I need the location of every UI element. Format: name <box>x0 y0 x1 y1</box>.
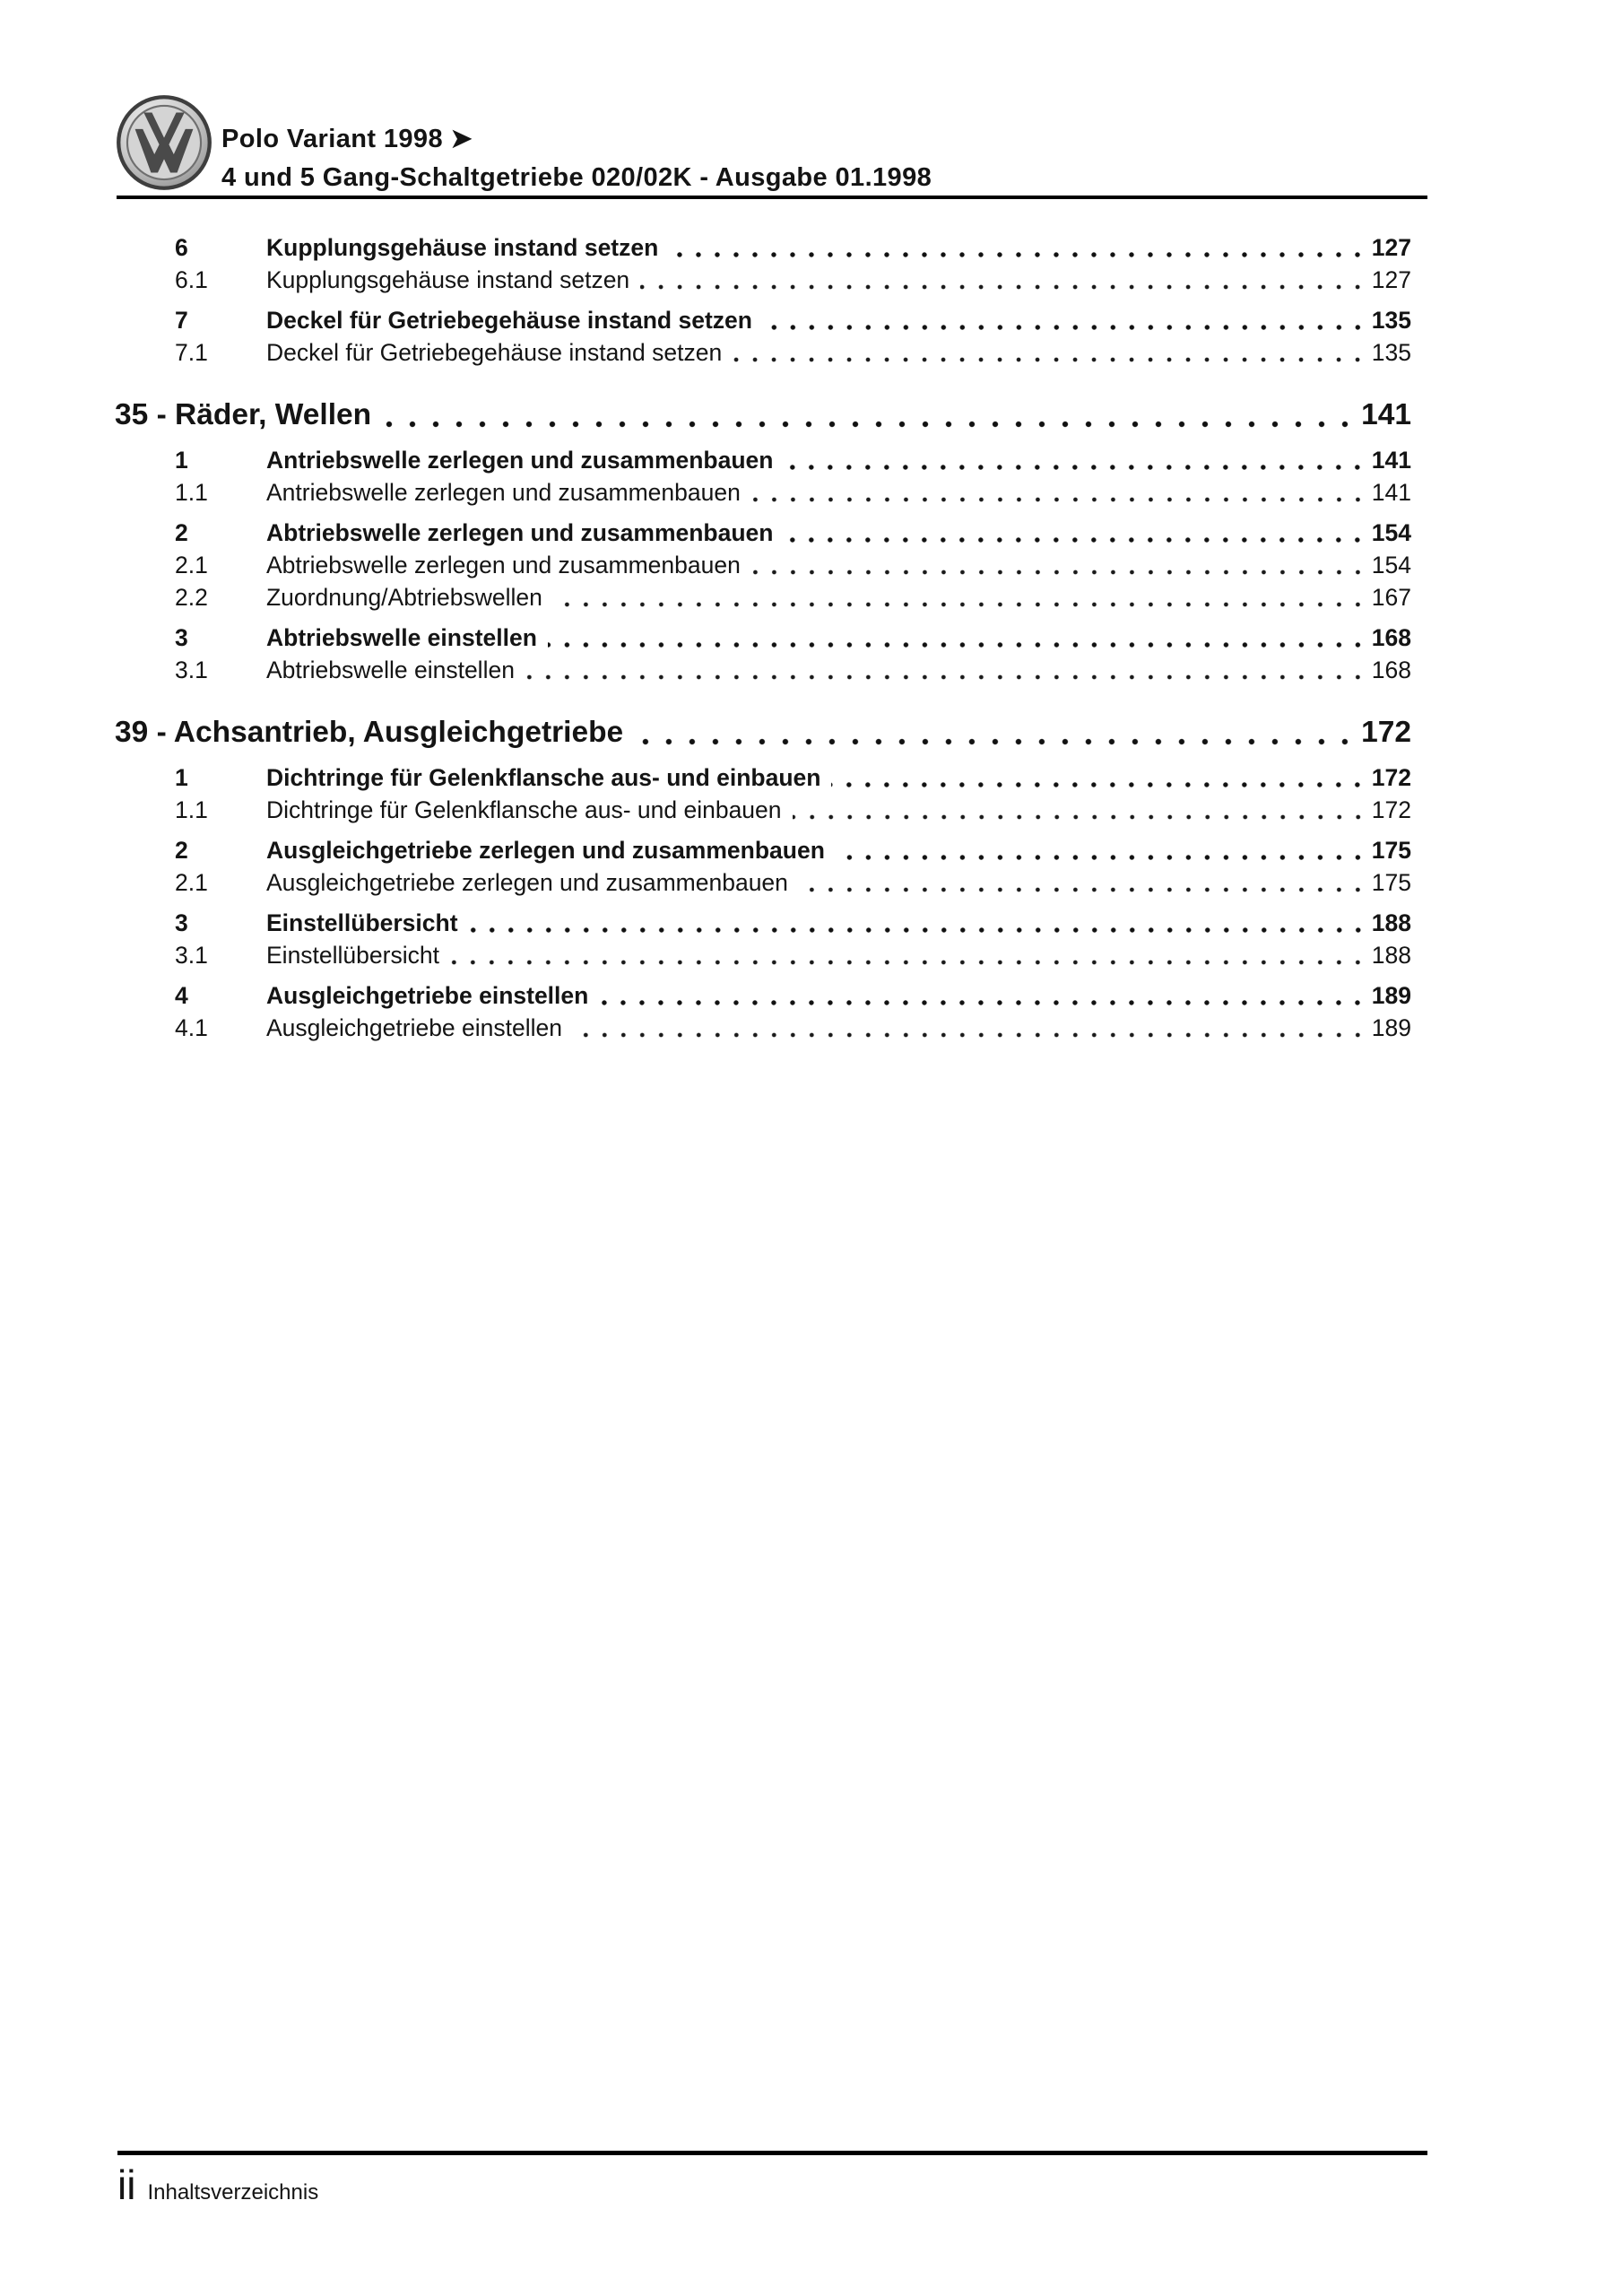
dot-leader <box>751 476 1369 509</box>
entry-page-number: 154 <box>1371 552 1411 578</box>
entry-number: 6.1 <box>175 266 208 293</box>
entry-page-number: 189 <box>1371 982 1411 1009</box>
dot-leader <box>793 794 1369 826</box>
toc-entry <box>175 304 1411 336</box>
chapter-page-number: 141 <box>1361 398 1411 431</box>
entry-title: Antriebswelle zerlegen und zusammenbauen <box>266 447 774 474</box>
dot-leader <box>450 939 1369 971</box>
entry-page-number: 189 <box>1371 1014 1411 1041</box>
dot-leader <box>836 834 1369 866</box>
entry-page-number: 127 <box>1371 266 1411 293</box>
entry-page-number: 167 <box>1371 584 1411 611</box>
entry-title: Ausgleichgetriebe zerlegen und zusammenbauen <box>266 837 825 864</box>
toc-entry <box>175 866 1411 899</box>
entry-title: Deckel für Getriebegehäuse instand setzen <box>266 307 752 334</box>
toc-entry <box>175 834 1411 866</box>
dot-leader <box>548 622 1369 654</box>
entry-number: 1.1 <box>175 796 208 823</box>
entry-page-number: 141 <box>1371 447 1411 474</box>
toc-entry <box>175 264 1411 296</box>
toc-entry <box>175 517 1411 549</box>
entry-number: 1.1 <box>175 479 208 506</box>
toc-entry <box>175 939 1411 971</box>
vw-logo-icon <box>116 94 213 191</box>
entry-page-number: 168 <box>1371 624 1411 651</box>
chapter-page-number: 172 <box>1361 716 1411 749</box>
dot-leader <box>553 581 1369 613</box>
toc-entry <box>175 549 1411 581</box>
entry-title: Einstellübersicht <box>266 909 458 936</box>
entry-title: Einstellübersicht <box>266 942 439 969</box>
entry-title: Dichtringe für Gelenkflansche aus- und einbauen <box>266 796 782 823</box>
entry-number: 3.1 <box>175 657 208 683</box>
footer-page-number: ii <box>117 2161 136 2208</box>
entry-page-number: 172 <box>1371 796 1411 823</box>
dot-leader <box>469 907 1369 939</box>
footer-section-label: Inhaltsverzeichnis <box>147 2180 319 2205</box>
header-title: Polo Variant 1998 ➤ <box>221 125 473 153</box>
chapter-title: 39 - Achsantrieb, Ausgleichgetriebe <box>115 716 624 749</box>
entry-number: 2.1 <box>175 869 208 896</box>
entry-page-number: 127 <box>1371 234 1411 261</box>
toc-entry-block <box>0 304 1622 369</box>
toc-entry-block <box>0 761 1622 826</box>
entry-title: Abtriebswelle einstellen <box>266 657 515 683</box>
toc-entry-block <box>0 517 1622 613</box>
header-subtitle: 4 und 5 Gang-Schaltgetriebe 020/02K - Ausgabe 01.1998 <box>221 163 932 192</box>
toc-entry <box>175 794 1411 826</box>
entry-page-number: 141 <box>1371 479 1411 506</box>
entry-number: 2 <box>175 837 188 864</box>
toc-entry-block <box>0 979 1622 1044</box>
dot-leader <box>525 654 1369 686</box>
entry-title: Abtriebswelle zerlegen und zusammenbauen <box>266 552 741 578</box>
dot-leader <box>382 394 1358 437</box>
entry-number: 7.1 <box>175 339 208 366</box>
toc-chapter-heading <box>115 394 1411 437</box>
entry-page-number: 154 <box>1371 519 1411 546</box>
entry-page-number: 135 <box>1371 307 1411 334</box>
entry-page-number: 175 <box>1371 869 1411 896</box>
toc-chapter-heading <box>115 711 1411 754</box>
dot-leader <box>763 304 1369 336</box>
entry-title: Ausgleichgetriebe einstellen <box>266 1014 562 1041</box>
toc-entry <box>175 907 1411 939</box>
entry-title: Ausgleichgetriebe einstellen <box>266 982 589 1009</box>
dot-leader <box>733 336 1369 369</box>
entry-number: 7 <box>175 307 188 334</box>
entry-title: Antriebswelle zerlegen und zusammenbauen <box>266 479 741 506</box>
entry-title: Abtriebswelle einstellen <box>266 624 537 651</box>
entry-number: 3.1 <box>175 942 208 969</box>
toc-entry <box>175 476 1411 509</box>
entry-page-number: 175 <box>1371 837 1411 864</box>
entry-title: Dichtringe für Gelenkflansche aus- und einbauen <box>266 764 821 791</box>
header-text-block <box>221 120 932 197</box>
toc-entry-block <box>0 834 1622 899</box>
dot-leader <box>634 711 1358 754</box>
entry-page-number: 168 <box>1371 657 1411 683</box>
toc-entry <box>175 1012 1411 1044</box>
dot-leader <box>784 444 1368 476</box>
toc-entry <box>175 622 1411 654</box>
dot-leader <box>784 517 1368 549</box>
dot-leader <box>751 549 1369 581</box>
entry-title: Zuordnung/Abtriebswellen <box>266 584 542 611</box>
entry-title: Deckel für Getriebegehäuse instand setzen <box>266 339 723 366</box>
entry-title: Abtriebswelle zerlegen und zusammenbauen <box>266 519 774 546</box>
entry-number: 3 <box>175 624 188 651</box>
entry-page-number: 172 <box>1371 764 1411 791</box>
chapter-title: 35 - Räder, Wellen <box>115 398 372 431</box>
entry-number: 4.1 <box>175 1014 208 1041</box>
dot-leader <box>799 866 1369 899</box>
entry-page-number: 135 <box>1371 339 1411 366</box>
entry-number: 1 <box>175 447 188 474</box>
entry-number: 1 <box>175 764 188 791</box>
dot-leader <box>573 1012 1369 1044</box>
toc-entry <box>175 761 1411 794</box>
toc-entry <box>175 231 1411 264</box>
toc <box>0 199 1622 1044</box>
toc-entry-block <box>0 231 1622 296</box>
toc-entry <box>175 654 1411 686</box>
entry-number: 2 <box>175 519 188 546</box>
entry-title: Ausgleichgetriebe zerlegen und zusammenbauen <box>266 869 788 896</box>
footer-divider <box>117 2151 1427 2155</box>
toc-entry-block <box>0 622 1622 686</box>
entry-number: 6 <box>175 234 188 261</box>
entry-page-number: 188 <box>1371 909 1411 936</box>
entry-number: 2.1 <box>175 552 208 578</box>
entry-number: 2.2 <box>175 584 208 611</box>
dot-leader <box>640 264 1369 296</box>
entry-number: 4 <box>175 982 188 1009</box>
toc-entry <box>175 979 1411 1012</box>
toc-entry <box>175 336 1411 369</box>
dot-leader <box>669 231 1368 264</box>
entry-title: Kupplungsgehäuse instand setzen <box>266 266 630 293</box>
entry-page-number: 188 <box>1371 942 1411 969</box>
toc-entry-block <box>0 444 1622 509</box>
toc-entry-block <box>0 907 1622 971</box>
toc-entry <box>175 444 1411 476</box>
toc-entry <box>175 581 1411 613</box>
entry-number: 3 <box>175 909 188 936</box>
footer <box>117 2161 319 2208</box>
entry-title: Kupplungsgehäuse instand setzen <box>266 234 659 261</box>
dot-leader <box>599 979 1368 1012</box>
dot-leader <box>831 761 1368 794</box>
